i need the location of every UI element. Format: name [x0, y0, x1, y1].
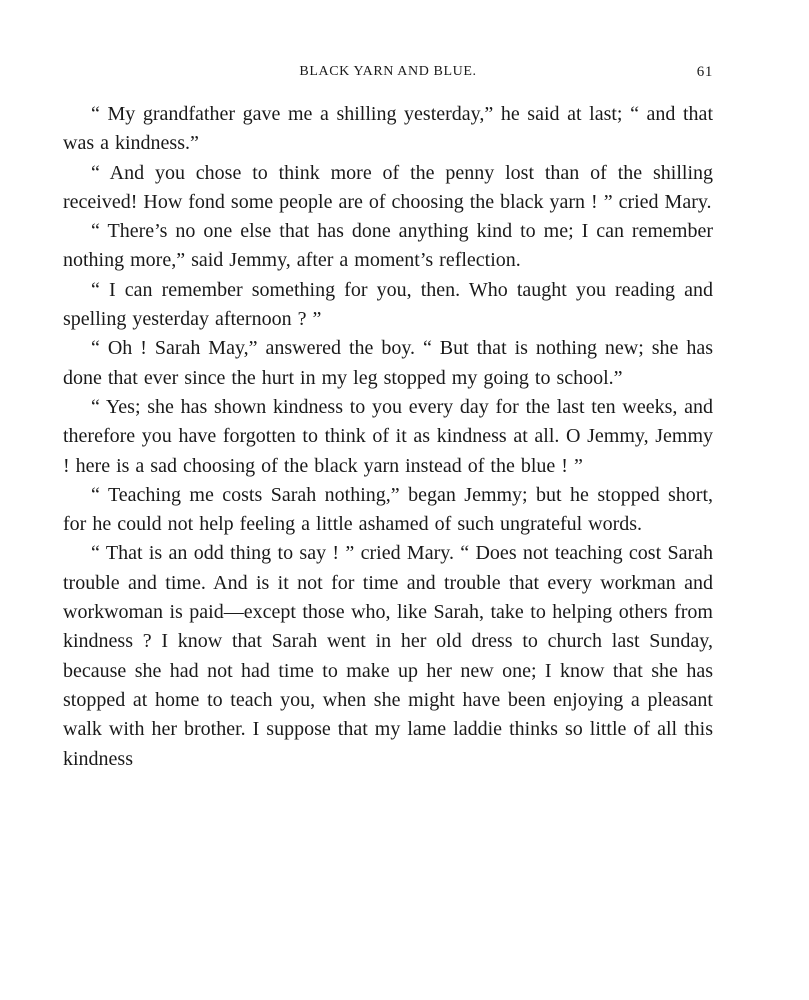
book-page	[63, 58, 713, 774]
page-number: 61	[696, 64, 713, 80]
paragraph: “ Teaching me costs Sarah nothing,” began Jemmy; but he stopped short, for he could not help feeling a little ashamed of such ungrateful words.	[63, 483, 713, 536]
paragraph: “ Yes; she has shown kindness to you every day for the last ten weeks, and therefore you have forgotten to think of it as kindness at all. O Jemmy, Jemmy ! here is a sad choosing of the black yarn instead of the blue ! ”	[63, 395, 713, 477]
paragraph: “ My grandfather gave me a shilling yesterday,” he said at last; “ and that was a kindness.”	[63, 103, 713, 155]
running-head	[63, 58, 713, 88]
body-text	[63, 100, 713, 774]
paragraph: “ And you chose to think more of the penny lost than of the shilling received! How fond some people are of choosing the black yarn ! ” cried Mary.	[63, 161, 713, 213]
paragraph: “ I can remember something for you, then. Who taught you reading and spelling yesterday afternoon ? ”	[63, 278, 713, 331]
paragraph: “ There’s no one else that has done anything kind to me; I can remember nothing more,” said Jemmy, after a moment’s reflection.	[63, 220, 713, 272]
paragraph: “ Oh ! Sarah May,” answered the boy. “ But that is nothing new; she has done that ever since the hurt in my leg stopped my going to school.”	[63, 337, 713, 389]
paragraph: “ That is an odd thing to say ! ” cried Mary. “ Does not teaching cost Sarah trouble and time. And is it not for time and trouble that every workman and workwoman is paid—except those who, like Sarah, take to helping others from kindness ? I know that Sarah went in her old dress to church last Sunday, because she had not had time to make up her new one; I know that she has stopped at home to teach you, when she might have been enjoying a pleasant walk with her brother. I suppose that my lame laddie thinks so little of all this kindness	[63, 542, 713, 770]
running-title: BLACK YARN AND BLUE.	[299, 64, 477, 79]
